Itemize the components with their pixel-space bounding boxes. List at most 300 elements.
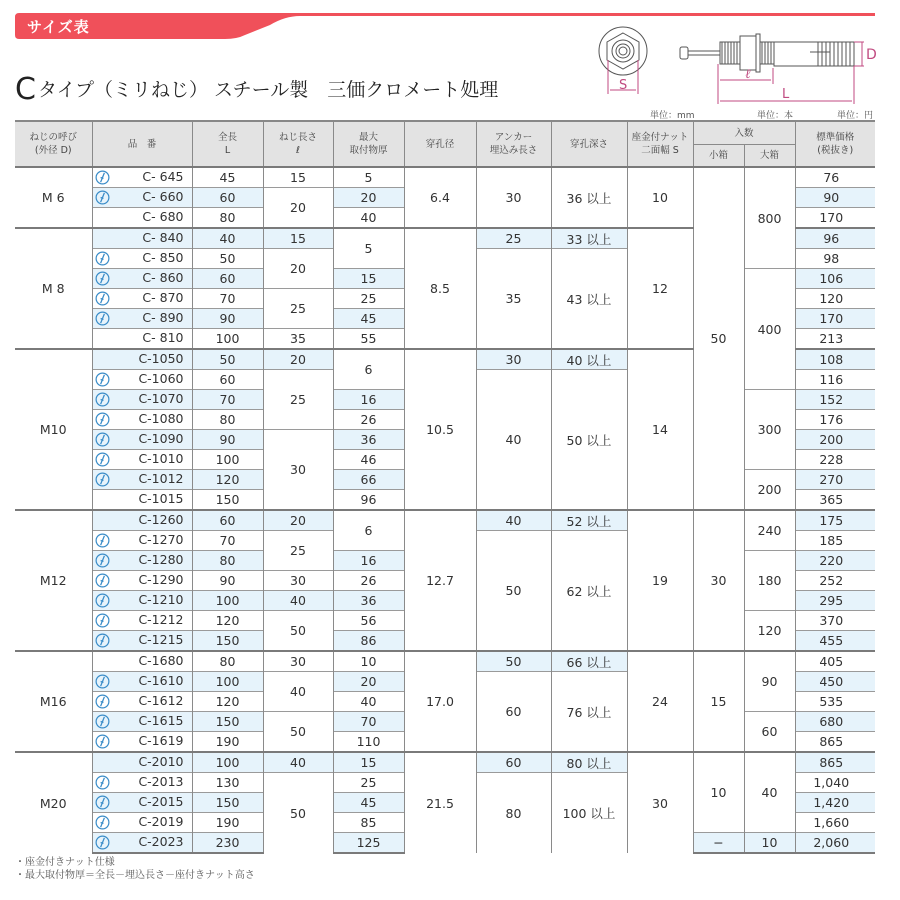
cell-nut: 24 xyxy=(627,651,693,752)
cell-product[interactable] xyxy=(92,249,192,269)
cell-hole-depth: 43 以上 xyxy=(551,249,627,350)
cell-qty-large: 90 xyxy=(744,651,795,712)
anchor-diagram xyxy=(590,22,880,106)
recommended-mark-icon xyxy=(95,593,110,608)
unit-yen: 単位：円 xyxy=(837,111,874,121)
cell-thread: 50 xyxy=(263,611,333,652)
header-anchor-embed: アンカー 埋込み長さ xyxy=(476,121,551,167)
cell-thread: 40 xyxy=(263,591,333,611)
cell-price: 270 xyxy=(795,470,875,490)
cell-max-fix: 15 xyxy=(333,269,404,289)
recommended-mark-icon xyxy=(95,392,110,407)
cell-nut: 19 xyxy=(627,510,693,651)
cell-length: 60 xyxy=(192,370,263,390)
cell-product[interactable] xyxy=(92,611,192,631)
recommended-mark-icon xyxy=(95,815,110,830)
cell-length: 100 xyxy=(192,450,263,470)
cell-max-fix: 20 xyxy=(333,672,404,692)
cell-price: 450 xyxy=(795,672,875,692)
cell-price: 200 xyxy=(795,430,875,450)
product-code: C- 890 xyxy=(142,310,184,325)
cell-qty-large: 60 xyxy=(744,712,795,753)
product-code: C-1015 xyxy=(138,491,184,506)
header-price: 標準価格 (税抜き) xyxy=(795,121,875,167)
svg-text:L: L xyxy=(782,87,790,102)
cell-thread: 25 xyxy=(263,289,333,329)
cell-hole-depth: 62 以上 xyxy=(551,531,627,652)
product-code: C-1260 xyxy=(138,512,184,527)
product-code: C-2013 xyxy=(138,774,184,789)
product-code: C-1615 xyxy=(138,713,184,728)
cell-length: 130 xyxy=(192,773,263,793)
cell-hole-depth: 52 以上 xyxy=(551,510,627,531)
cell-hole-depth: 50 以上 xyxy=(551,370,627,511)
product-code: C-1612 xyxy=(138,693,184,708)
cell-length: 190 xyxy=(192,813,263,833)
cell-hole-depth: 33 以上 xyxy=(551,228,627,249)
product-code: C-1619 xyxy=(138,733,184,748)
cell-max-fix: 45 xyxy=(333,793,404,813)
cell-size: M12 xyxy=(15,510,92,651)
cell-length: 190 xyxy=(192,732,263,753)
cell-price: 152 xyxy=(795,390,875,410)
cell-qty-large: 40 xyxy=(744,752,795,833)
cell-product[interactable] xyxy=(92,289,192,309)
cell-product[interactable] xyxy=(92,752,192,773)
cell-nut: 14 xyxy=(627,349,693,510)
cell-thread: 40 xyxy=(263,672,333,712)
cell-product[interactable] xyxy=(92,228,192,249)
recommended-mark-icon xyxy=(95,372,110,387)
header-screw: ねじの呼び (外径 D) xyxy=(15,121,92,167)
cell-qty-small: 50 xyxy=(693,167,744,510)
product-code: C-2019 xyxy=(138,814,184,829)
cell-length: 60 xyxy=(192,510,263,531)
cell-price: 252 xyxy=(795,571,875,591)
recommended-mark-icon xyxy=(95,775,110,790)
cell-thread: 35 xyxy=(263,329,333,350)
cell-product[interactable] xyxy=(92,470,192,490)
cell-max-fix: 25 xyxy=(333,773,404,793)
cell-price: 865 xyxy=(795,752,875,773)
cell-product[interactable] xyxy=(92,167,192,188)
cell-length: 100 xyxy=(192,591,263,611)
cell-length: 40 xyxy=(192,228,263,249)
cell-length: 90 xyxy=(192,309,263,329)
product-code: C-1215 xyxy=(138,632,184,647)
cell-anchor-embed: 40 xyxy=(476,370,551,511)
recommended-mark-icon xyxy=(95,251,110,266)
cell-length: 60 xyxy=(192,188,263,208)
recommended-mark-icon xyxy=(95,694,110,709)
cell-anchor-embed: 50 xyxy=(476,531,551,652)
header-thread: ねじ長さ ℓ xyxy=(263,121,333,167)
cell-price: 405 xyxy=(795,651,875,672)
recommended-mark-icon xyxy=(95,553,110,568)
cell-length: 50 xyxy=(192,249,263,269)
page-title xyxy=(15,72,498,107)
recommended-mark-icon xyxy=(95,291,110,306)
recommended-mark-icon xyxy=(95,795,110,810)
cell-hole-dia: 21.5 xyxy=(404,752,476,853)
cell-thread: 30 xyxy=(263,571,333,591)
cell-product[interactable] xyxy=(92,269,192,289)
cell-length: 80 xyxy=(192,551,263,571)
product-code: C-2010 xyxy=(138,754,184,769)
table-row xyxy=(15,752,875,773)
cell-product[interactable] xyxy=(92,410,192,430)
cell-thread: 50 xyxy=(263,773,333,854)
cell-product[interactable] xyxy=(92,793,192,813)
cell-max-fix: 26 xyxy=(333,410,404,430)
cell-price: 108 xyxy=(795,349,875,370)
table-row xyxy=(15,167,875,188)
cell-nut: 30 xyxy=(627,752,693,853)
recommended-mark-icon xyxy=(95,311,110,326)
cell-thread: 20 xyxy=(263,188,333,229)
cell-qty-small: − xyxy=(693,833,744,854)
cell-product[interactable] xyxy=(92,531,192,551)
cell-price: 228 xyxy=(795,450,875,470)
cell-length: 150 xyxy=(192,631,263,652)
cell-price: 170 xyxy=(795,309,875,329)
cell-thread: 20 xyxy=(263,349,333,370)
cell-max-fix: 16 xyxy=(333,390,404,410)
product-code: C-1290 xyxy=(138,572,184,587)
cell-length: 50 xyxy=(192,349,263,370)
product-code: C-1610 xyxy=(138,673,184,688)
recommended-mark-icon xyxy=(95,613,110,628)
cell-length: 230 xyxy=(192,833,263,854)
cell-product[interactable] xyxy=(92,349,192,370)
recommended-mark-icon xyxy=(95,734,110,749)
product-code: C-1050 xyxy=(138,351,184,366)
cell-price: 1,040 xyxy=(795,773,875,793)
cell-price: 170 xyxy=(795,208,875,229)
cell-product[interactable] xyxy=(92,450,192,470)
cell-product[interactable] xyxy=(92,651,192,672)
cell-qty-small: 15 xyxy=(693,651,744,752)
product-code: C- 870 xyxy=(142,290,184,305)
cell-anchor-embed: 25 xyxy=(476,228,551,249)
cell-hole-dia: 10.5 xyxy=(404,349,476,510)
cell-anchor-embed: 80 xyxy=(476,773,551,854)
cell-anchor-embed: 50 xyxy=(476,651,551,672)
cell-hole-depth: 40 以上 xyxy=(551,349,627,370)
footnotes xyxy=(15,856,255,882)
cell-length: 90 xyxy=(192,571,263,591)
cell-price: 213 xyxy=(795,329,875,350)
cell-price: 90 xyxy=(795,188,875,208)
product-code: C-1280 xyxy=(138,552,184,567)
recommended-mark-icon xyxy=(95,412,110,427)
cell-max-fix: 46 xyxy=(333,450,404,470)
cell-hole-depth: 66 以上 xyxy=(551,651,627,672)
product-code: C-1210 xyxy=(138,592,184,607)
cell-max-fix: 85 xyxy=(333,813,404,833)
cell-max-fix: 26 xyxy=(333,571,404,591)
note-1: ・座金付きナット仕様 xyxy=(15,857,115,868)
cell-price: 1,660 xyxy=(795,813,875,833)
cell-product[interactable] xyxy=(92,591,192,611)
cell-qty-small: 30 xyxy=(693,510,744,651)
cell-length: 150 xyxy=(192,793,263,813)
recommended-mark-icon xyxy=(95,835,110,850)
product-code: C-1012 xyxy=(138,471,184,486)
cell-hole-depth: 80 以上 xyxy=(551,752,627,773)
cell-size: M20 xyxy=(15,752,92,853)
cell-price: 185 xyxy=(795,531,875,551)
cell-max-fix: 15 xyxy=(333,752,404,773)
cell-max-fix: 96 xyxy=(333,490,404,511)
product-code: C- 660 xyxy=(142,189,184,204)
cell-product[interactable] xyxy=(92,773,192,793)
cell-length: 120 xyxy=(192,470,263,490)
cell-thread: 20 xyxy=(263,510,333,531)
cell-thread: 20 xyxy=(263,249,333,289)
cell-product[interactable] xyxy=(92,672,192,692)
cell-length: 45 xyxy=(192,167,263,188)
product-code: C- 810 xyxy=(142,330,184,345)
svg-text:ℓ: ℓ xyxy=(745,67,751,82)
title-text: タイプ（ミリねじ） スチール製 三価クロメート処理 xyxy=(37,79,499,101)
cell-price: 106 xyxy=(795,269,875,289)
cell-product[interactable] xyxy=(92,732,192,753)
svg-text:D: D xyxy=(866,47,877,63)
product-code: C- 840 xyxy=(142,230,184,245)
cell-qty-small: 10 xyxy=(693,752,744,833)
header-qty-large: 大箱 xyxy=(744,145,795,168)
product-code: C-2023 xyxy=(138,834,184,849)
header-hole-dia: 穿孔径 xyxy=(404,121,476,167)
cell-max-fix: 40 xyxy=(333,692,404,712)
cell-thread: 50 xyxy=(263,712,333,753)
recommended-mark-icon xyxy=(95,432,110,447)
recommended-mark-icon xyxy=(95,452,110,467)
anchor-side-view-icon xyxy=(680,34,854,72)
product-code: C-1070 xyxy=(138,391,184,406)
recommended-mark-icon xyxy=(95,633,110,648)
cell-length: 90 xyxy=(192,430,263,450)
cell-price: 176 xyxy=(795,410,875,430)
cell-thread: 30 xyxy=(263,430,333,511)
table-row xyxy=(15,510,875,531)
cell-anchor-embed: 40 xyxy=(476,510,551,531)
cell-qty-large: 400 xyxy=(744,269,795,390)
cell-qty-large: 240 xyxy=(744,510,795,551)
cell-price: 365 xyxy=(795,490,875,511)
cell-length: 70 xyxy=(192,390,263,410)
cell-product[interactable] xyxy=(92,370,192,390)
header-qty: 入数 xyxy=(693,121,795,145)
cell-length: 100 xyxy=(192,752,263,773)
recommended-mark-icon xyxy=(95,190,110,205)
cell-price: 295 xyxy=(795,591,875,611)
cell-hole-dia: 17.0 xyxy=(404,651,476,752)
cell-length: 80 xyxy=(192,651,263,672)
cell-qty-large: 800 xyxy=(744,167,795,269)
cell-thread: 15 xyxy=(263,228,333,249)
cell-max-fix: 6 xyxy=(333,349,404,390)
cell-price: 98 xyxy=(795,249,875,269)
cell-length: 150 xyxy=(192,490,263,511)
cell-max-fix: 86 xyxy=(333,631,404,652)
cell-size: M 6 xyxy=(15,167,92,228)
cell-price: 370 xyxy=(795,611,875,631)
cell-product[interactable] xyxy=(92,309,192,329)
product-code: C- 850 xyxy=(142,250,184,265)
cell-max-fix: 55 xyxy=(333,329,404,350)
product-code: C-1010 xyxy=(138,451,184,466)
cell-qty-large: 10 xyxy=(744,833,795,854)
cell-anchor-embed: 30 xyxy=(476,349,551,370)
cell-anchor-embed: 35 xyxy=(476,249,551,350)
cell-product[interactable] xyxy=(92,571,192,591)
cell-qty-large: 200 xyxy=(744,470,795,511)
cell-hole-depth: 76 以上 xyxy=(551,672,627,753)
product-code: C- 860 xyxy=(142,270,184,285)
cell-length: 150 xyxy=(192,712,263,732)
product-code: C-1080 xyxy=(138,411,184,426)
title-prefix: C xyxy=(15,72,36,107)
unit-pcs: 単位：本 xyxy=(757,111,794,121)
cell-price: 1,420 xyxy=(795,793,875,813)
cell-product[interactable] xyxy=(92,188,192,208)
cell-length: 100 xyxy=(192,672,263,692)
cell-max-fix: 16 xyxy=(333,551,404,571)
cell-product[interactable] xyxy=(92,329,192,350)
cell-thread: 15 xyxy=(263,167,333,188)
cell-max-fix: 36 xyxy=(333,430,404,450)
cell-max-fix: 10 xyxy=(333,651,404,672)
cell-qty-large: 180 xyxy=(744,551,795,611)
cell-length: 80 xyxy=(192,410,263,430)
cell-max-fix: 6 xyxy=(333,510,404,551)
cell-length: 60 xyxy=(192,269,263,289)
cell-length: 100 xyxy=(192,329,263,350)
cell-nut: 10 xyxy=(627,167,693,228)
cell-max-fix: 40 xyxy=(333,208,404,229)
cell-product[interactable] xyxy=(92,813,192,833)
cell-max-fix: 25 xyxy=(333,289,404,309)
cell-max-fix: 66 xyxy=(333,470,404,490)
cell-max-fix: 45 xyxy=(333,309,404,329)
cell-product[interactable] xyxy=(92,208,192,229)
cell-thread: 40 xyxy=(263,752,333,773)
cell-price: 220 xyxy=(795,551,875,571)
product-code: C- 645 xyxy=(142,169,184,184)
product-code: C-1212 xyxy=(138,612,184,627)
cell-anchor-embed: 60 xyxy=(476,752,551,773)
unit-mm: 単位：mm xyxy=(650,111,695,121)
cell-product[interactable] xyxy=(92,712,192,732)
header-qty-small: 小箱 xyxy=(693,145,744,168)
recommended-mark-icon xyxy=(95,573,110,588)
cell-anchor-embed: 60 xyxy=(476,672,551,753)
note-2: ・最大取付物厚＝全長－埋込長さ－座付きナット高さ xyxy=(15,870,255,881)
cell-hole-dia: 6.4 xyxy=(404,167,476,228)
recommended-mark-icon xyxy=(95,472,110,487)
cell-hole-depth: 100 以上 xyxy=(551,773,627,854)
cell-length: 120 xyxy=(192,611,263,631)
cell-hole-depth: 36 以上 xyxy=(551,167,627,228)
cell-max-fix: 5 xyxy=(333,228,404,269)
cell-hole-dia: 8.5 xyxy=(404,228,476,349)
cell-size: M 8 xyxy=(15,228,92,349)
cell-anchor-embed: 30 xyxy=(476,167,551,228)
cell-price: 175 xyxy=(795,510,875,531)
cell-hole-dia: 12.7 xyxy=(404,510,476,651)
cell-product[interactable] xyxy=(92,551,192,571)
cell-price: 96 xyxy=(795,228,875,249)
product-code: C-1680 xyxy=(138,653,184,668)
header-max-fix: 最大 取付物厚 xyxy=(333,121,404,167)
cell-length: 70 xyxy=(192,289,263,309)
svg-text:S: S xyxy=(619,78,628,93)
cell-price: 116 xyxy=(795,370,875,390)
cell-product[interactable] xyxy=(92,510,192,531)
header-hole-depth: 穿孔深さ xyxy=(551,121,627,167)
product-code: C-2015 xyxy=(138,794,184,809)
recommended-mark-icon xyxy=(95,674,110,689)
cell-length: 80 xyxy=(192,208,263,229)
cell-max-fix: 56 xyxy=(333,611,404,631)
cell-product[interactable] xyxy=(92,390,192,410)
cell-length: 70 xyxy=(192,531,263,551)
cell-max-fix: 110 xyxy=(333,732,404,753)
cell-max-fix: 5 xyxy=(333,167,404,188)
cell-product[interactable] xyxy=(92,692,192,712)
recommended-mark-icon xyxy=(95,271,110,286)
cell-price: 120 xyxy=(795,289,875,309)
cell-qty-large: 120 xyxy=(744,611,795,652)
cell-thread: 25 xyxy=(263,370,333,430)
cell-price: 455 xyxy=(795,631,875,652)
cell-length: 120 xyxy=(192,692,263,712)
product-code: C- 680 xyxy=(142,209,184,224)
cell-price: 535 xyxy=(795,692,875,712)
recommended-mark-icon xyxy=(95,533,110,548)
cell-product[interactable] xyxy=(92,833,192,854)
product-code: C-1090 xyxy=(138,431,184,446)
recommended-mark-icon xyxy=(95,714,110,729)
cell-max-fix: 20 xyxy=(333,188,404,208)
size-table xyxy=(15,120,875,854)
table-row xyxy=(15,651,875,672)
cell-price: 680 xyxy=(795,712,875,732)
cell-price: 2,060 xyxy=(795,833,875,854)
cell-max-fix: 125 xyxy=(333,833,404,854)
header-nut: 座金付ナット 二面幅 S xyxy=(627,121,693,167)
product-code: C-1270 xyxy=(138,532,184,547)
product-code: C-1060 xyxy=(138,371,184,386)
header-length: 全長 L xyxy=(192,121,263,167)
cell-product[interactable] xyxy=(92,490,192,511)
cell-max-fix: 36 xyxy=(333,591,404,611)
cell-price: 76 xyxy=(795,167,875,188)
cell-max-fix: 70 xyxy=(333,712,404,732)
cell-product[interactable] xyxy=(92,631,192,652)
cell-qty-large: 300 xyxy=(744,390,795,470)
cell-size: M16 xyxy=(15,651,92,752)
cell-price: 865 xyxy=(795,732,875,753)
cell-nut: 12 xyxy=(627,228,693,349)
banner-label: サイズ表 xyxy=(27,18,90,36)
cell-product[interactable] xyxy=(92,430,192,450)
cell-thread: 25 xyxy=(263,531,333,571)
header-product: 品 番 xyxy=(92,121,192,167)
cell-thread: 30 xyxy=(263,651,333,672)
